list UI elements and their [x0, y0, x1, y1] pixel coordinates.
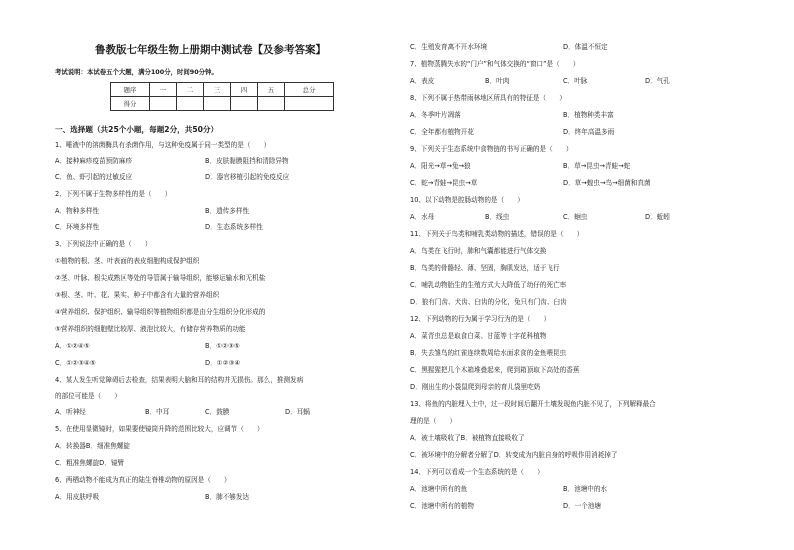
- score-header-cell: 总分: [285, 83, 334, 97]
- score-row-label: 得分: [111, 97, 150, 111]
- option-line: C．生殖发育离不开水环境: [410, 43, 488, 51]
- option-line: D．①②③④: [205, 359, 241, 367]
- statement-line: ②茎、叶脉、根尖成熟区等处的导管属于输导组织，能够运输水和无机盐: [55, 274, 266, 282]
- statement-line: ③根、茎、叶、花、果实、种子中都含有大量的营养组织: [55, 291, 220, 299]
- score-header-cell: 二: [177, 83, 204, 97]
- option-line: B．肺不够发达: [205, 493, 250, 501]
- option-line: B．皮肤黏膜阻挡和清除异物: [205, 157, 289, 165]
- option-line: C．池塘中所有的植物: [410, 502, 474, 510]
- option-line: C．黑猩猩把几个木箱堆叠起来，爬到箱顶取下高处的香蕉: [410, 366, 580, 374]
- option-line: B．遗传多样性: [205, 207, 250, 215]
- question-line: 的部位可能是（ ）: [55, 392, 121, 400]
- question-line: 8、下列不属于热带雨林地区所具有的特征是（ ）: [410, 94, 566, 102]
- score-blank-cell: [150, 97, 177, 111]
- score-table-header-row: [111, 83, 334, 97]
- option-line: C．叶脉: [563, 77, 588, 85]
- statement-line: ①植物的根、茎、叶表面的表皮细胞构成保护组织: [55, 257, 200, 265]
- question-line: 7、植物蒸腾失水的“门户”和气体交换的“窗口”是（ ）: [410, 60, 580, 68]
- score-blank-cell: [204, 97, 231, 111]
- question-line: 3、下列说法中正确的是（ ）: [55, 240, 152, 248]
- score-header-cell: 三: [204, 83, 231, 97]
- question-line: 1、唾液中的溶菌酶具有杀菌作用，与这种免疫属于同一类型的是（ ）: [55, 141, 271, 149]
- option-line: D．气孔: [645, 77, 670, 85]
- option-line: B．池塘中的水: [563, 485, 608, 493]
- option-line: A．接种麻疹疫苗预防麻疹: [55, 157, 133, 165]
- question-line: 6、两栖动物不能成为真正的陆生脊椎动物的原因是（ ）: [55, 476, 231, 484]
- option-line: B．①②③⑤: [205, 342, 240, 350]
- option-line: B．鸟类的骨骼轻、薄、坚固，胸肌发达，适于飞行: [410, 264, 560, 272]
- option-line: C．被环境中的分解者分解了D．转变成为内脏自身的呼吸作用消耗掉了: [410, 451, 618, 459]
- section-title: 一、选择题（共25个小题，每题2分，共50分）: [55, 125, 219, 134]
- score-table-score-row: [111, 97, 334, 111]
- option-line: C．①②③④⑤: [55, 359, 96, 367]
- option-line: B．草→昆虫→青蛙→蛇: [563, 162, 631, 170]
- score-header-cell: 五: [258, 83, 285, 97]
- exam-title: 鲁教版七年级生物上册期中测试卷【及参考答案】: [95, 44, 326, 56]
- question-line: 10、以下动物是腔肠动物的是（ ）: [410, 196, 524, 204]
- question-line: 2、下列不属于生物多样性的是（ ）: [55, 190, 172, 198]
- option-line: C．环境多样性: [55, 223, 100, 231]
- option-line: B．叶肉: [485, 77, 510, 85]
- score-header-cell: 题序: [111, 83, 150, 97]
- option-line: A．表皮: [410, 77, 435, 85]
- question-line: 9、下列关于生态系统中食物链的书写正确的是（ ）: [410, 145, 573, 153]
- exam-note: 考试说明：本试卷五个大题，满分100分，时间90分钟。: [55, 68, 218, 76]
- question-line: 5、在使用显微镜时，如果要使镜筒升降的范围比较大，应调节（ ）: [55, 425, 264, 433]
- score-header-cell: 一: [150, 83, 177, 97]
- option-line: C．全年都有植物开花: [410, 128, 474, 136]
- score-blank-cell: [177, 97, 204, 111]
- score-table: [110, 82, 334, 111]
- option-line: A．①②④⑤: [55, 342, 90, 350]
- option-line: C．蛇→青蛙→昆虫→草: [410, 179, 478, 187]
- option-line: D．草→蝗虫→鸟→细菌和真菌: [563, 179, 651, 187]
- option-line: A．转换器B．细准焦螺旋: [55, 442, 130, 450]
- option-line: A．用皮肤呼吸: [55, 493, 100, 501]
- option-line: C．鱼、虾引起的过敏反应: [55, 173, 133, 181]
- question-line: 11、下列关于鸟类和哺乳类动物的描述，错误的是（ ）: [410, 230, 584, 238]
- option-line: D．蚯蚓: [645, 213, 670, 221]
- question-line: 4、某人发生听觉障碍后去检查，结果表明大脑和耳的结构并无损伤。那么，推测发病: [55, 376, 304, 384]
- score-header-cell: 四: [231, 83, 258, 97]
- option-line: D．终年高温多雨: [563, 128, 615, 136]
- statement-line: ⑤营养组织的细胞壁比较厚、液泡比较大，有储存营养物质的功能: [55, 325, 246, 333]
- option-line: D．体温不恒定: [563, 43, 608, 51]
- option-line: A．池塘中所有的鱼: [410, 485, 468, 493]
- statement-line: ④营养组织、保护组织、输导组织等植物组织都是由分生组织分化形成的: [55, 308, 266, 316]
- option-line: A．物种多样性: [55, 207, 100, 215]
- question-line: 14、下列可以看成一个生态系统的是（ ）: [410, 468, 544, 476]
- option-line: D．狼有门齿、犬齿、臼齿的分化，兔只有门齿、臼齿: [410, 298, 567, 306]
- option-line: B．线虫: [485, 213, 510, 221]
- option-line: D．耳蜗: [285, 408, 310, 416]
- option-line: D．刚出生的小袋鼠爬到母亲的育儿袋里吃奶: [410, 383, 541, 391]
- question-line: 12、下列动物的行为属于学习行为的是（ ）: [410, 315, 551, 323]
- option-line: B．植物种类丰富: [563, 111, 614, 119]
- score-blank-cell: [231, 97, 258, 111]
- option-line: A．听神经: [55, 408, 86, 416]
- option-line: B．失去雏鸟的红雀连续数周给水面求食的金鱼喂昆虫: [410, 349, 567, 357]
- option-line: A．冬季叶片凋落: [410, 111, 461, 119]
- option-line: D．器官移植引起的免疫反应: [205, 173, 290, 181]
- option-line: C．鼓膜: [205, 408, 230, 416]
- option-line: A．鸟类在飞行时，肺和气囊都能进行气体交换: [410, 247, 547, 255]
- option-line: D．生态系统多样性: [205, 223, 263, 231]
- question-line: 13、将鱼的内脏埋入土中，过一段时间后翻开土壤发现鱼内脏不见了，下列解释最合: [410, 400, 656, 408]
- option-line: C．蛔虫: [563, 213, 588, 221]
- score-blank-cell: [258, 97, 285, 111]
- score-blank-cell: [285, 97, 334, 111]
- option-line: C．哺乳动物胎生的生殖方式大大降低了幼仔的死亡率: [410, 281, 567, 289]
- option-line: D．一个池塘: [563, 502, 602, 510]
- option-line: A．被土壤吸收了B．被植物直接吸收了: [410, 434, 525, 442]
- option-line: A．水母: [410, 213, 435, 221]
- option-line: C．粗准焦螺旋D．镜臂: [55, 459, 125, 467]
- question-line: 理的是（ ）: [410, 417, 457, 425]
- option-line: A．菜青虫总是取食白菜、甘蓝等十字花科植物: [410, 332, 547, 340]
- option-line: A．阳光→草→兔→狼: [410, 162, 471, 170]
- option-line: B．中耳: [145, 408, 170, 416]
